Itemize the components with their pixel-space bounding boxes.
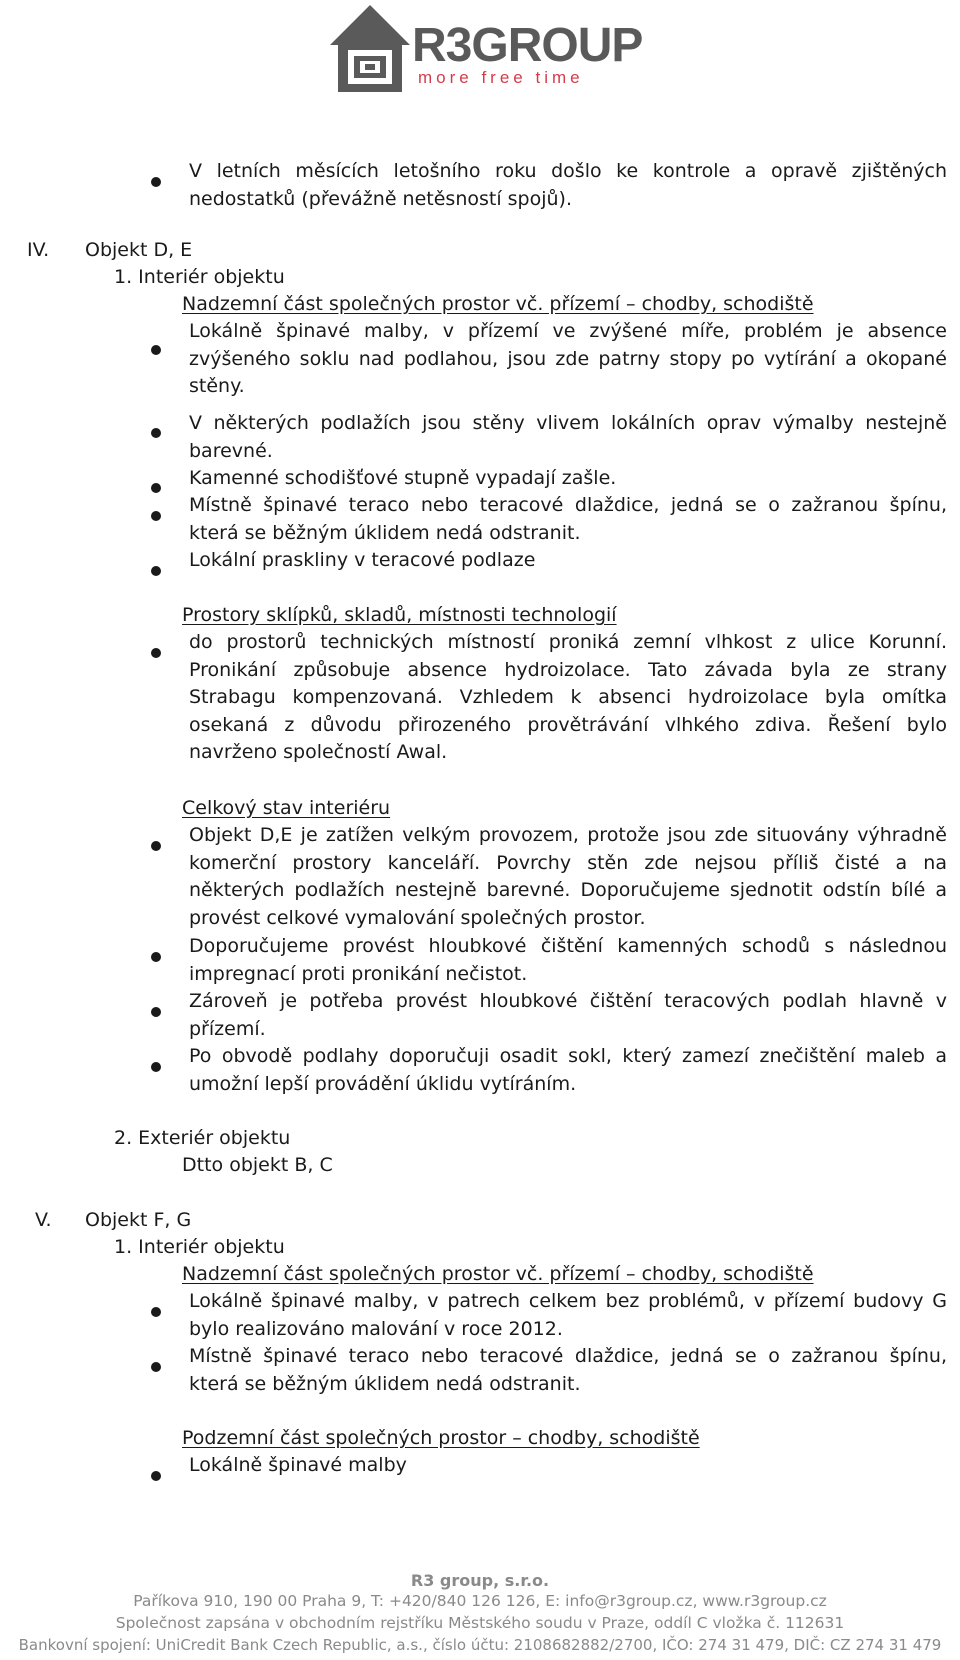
section-iv-heading1: Nadzemní část společných prostor vč. přízemí – chodby, schodiště [182,293,814,315]
bullet-icon [151,1062,161,1072]
footer-registry: Společnost zapsána v obchodním rejstříku Městského soudu v Praze, oddíl C vložka č. 112631 [115,1614,845,1632]
section-iv-bullet3-3: Zároveň je potřeba provést hloubkové čištění teracových podlah hlavně v přízemí. [189,990,947,1040]
bullet-icon [151,428,161,438]
logo-tagline: more free time [418,68,584,87]
footer-bank: Bankovní spojení: UniCredit Bank Czech Republic, a.s., číslo účtu: 2108682882/2700, IČO: 274 31 479, DIČ: CZ 274 31 479 [18,1636,942,1654]
bullet-icon [151,841,161,851]
footer-address: Paříkova 910, 190 00 Praha 9, T: +420/840 126 126, E: info@r3group.cz, www.r3group.cz [133,1592,827,1610]
bullet-icon [151,1307,161,1317]
section-iv-bullet1-2: V některých podlažích jsou stěny vlivem lokálních oprav výmalby nestejně barevné. [189,412,947,462]
section-v-title: Objekt F, G [85,1209,192,1231]
footer-company: R3 group, s.r.o. [410,1571,550,1590]
section-iv-sub1: 1. Interiér objektu [114,266,285,288]
section-iv-numeral: IV. [27,239,50,261]
logo-brand-text: R3GROUP [412,19,643,72]
section-iv-sub2: 2. Exteriér objektu [114,1127,291,1149]
section-v-sub1: 1. Interiér objektu [114,1236,285,1258]
section-iv-bullet1-1: Lokálně špinavé malby, v přízemí ve zvýšené míře, problém je absence zvýšeného soklu nad podlahou, jsou zde patrny stopy po vytírání a okopané stěny. [189,320,947,397]
section-iv-bullet1-4: Místně špinavé teraco nebo teracové dlaždice, jedná se o zažranou špínu, která se běžným úklidem nedá odstranit. [189,494,947,544]
bullet-icon [151,345,161,355]
section-v-numeral: V. [35,1209,52,1231]
section-iv-heading2: Prostory sklípků, skladů, místnosti technologií [182,604,617,626]
section-v-bullet1-1: Lokálně špinavé malby, v patrech celkem bez problémů, v přízemí budovy G bylo realizováno malování v roce 2012. [189,1290,947,1340]
intro-bullet-text: V letních měsících letošního roku došlo ke kontrole a opravě zjištěných nedostatků (převážně netěsností spojů). [189,160,947,210]
section-iv-sub2-text: Dtto objekt B, C [182,1154,333,1176]
bullet-icon [151,952,161,962]
bullet-icon [151,511,161,521]
section-v-heading1: Nadzemní část společných prostor vč. přízemí – chodby, schodiště [182,1263,814,1285]
section-iv-title: Objekt D, E [85,239,193,261]
section-v-bullet1-2: Místně špinavé teraco nebo teracové dlaždice, jedná se o zažranou špínu, která se běžným úklidem nedá odstranit. [189,1345,947,1395]
section-iv-bullet2-1: do prostorů technických místností proniká zemní vlhkost z ulice Korunní. Pronikání způsobuje absence hydroizolace. Tato závada byla ze strany Strabagu kompenzovaná. Vzhledem k absenci hydroizolace byla omítka osekaná z důvodu přirozeného provětrávání vlhkého zdiva. Řešení bylo navrženo společností Awal. [189,631,947,763]
bullet-icon [151,1362,161,1372]
section-iv-bullet3-1: Objekt D,E je zatížen velkým provozem, protože jsou zde situovány výhradně komerční prostory kanceláří. Povrchy stěn zde nejsou příliš čisté a na některých podlažích nestejně barevné. Doporučujeme sjednotit odstín bílé a provést celkové vymalování společných prostor. [189,824,947,929]
bullet-icon [151,1007,161,1017]
bullet-icon [151,177,161,187]
bullet-icon [151,566,161,576]
section-iv-heading3: Celkový stav interiéru [182,797,391,819]
bullet-icon [151,483,161,493]
bullet-icon [151,648,161,658]
section-v-heading2: Podzemní část společných prostor – chodby, schodiště [182,1427,700,1449]
section-iv-bullet1-5: Lokální praskliny v teracové podlaze [189,549,536,571]
section-iv-bullet1-3: Kamenné schodišťové stupně vypadají zašle. [189,467,617,489]
section-v-bullet2-1: Lokálně špinavé malby [189,1454,407,1476]
section-iv-bullet3-2: Doporučujeme provést hloubkové čištění kamenných schodů s následnou impregnací proti pronikání nečistot. [189,935,947,985]
section-iv-bullet3-4: Po obvodě podlahy doporučuji osadit sokl, který zamezí znečištění maleb a umožní lepší provádění úklidu vytíráním. [189,1045,947,1095]
bullet-icon [151,1471,161,1481]
